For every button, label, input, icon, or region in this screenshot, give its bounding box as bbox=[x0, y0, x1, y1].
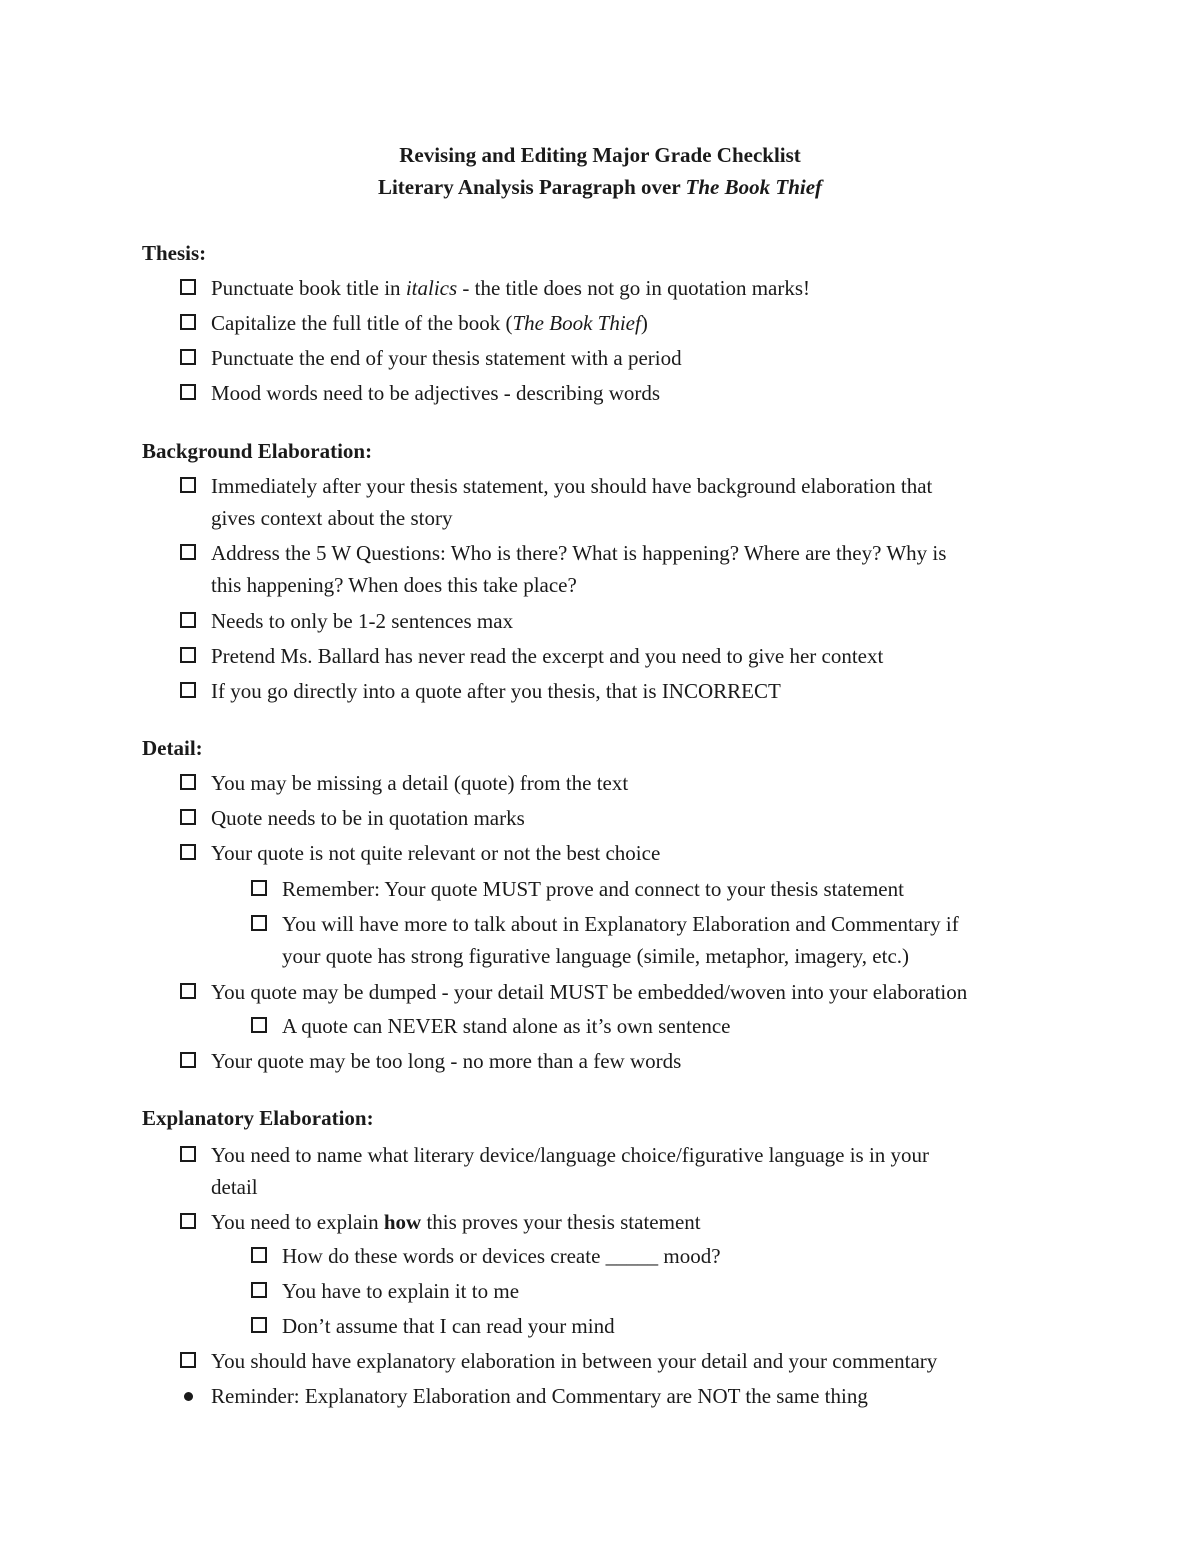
bullet-icon bbox=[184, 1392, 193, 1401]
checkbox-icon[interactable] bbox=[180, 314, 196, 330]
document-title bbox=[0, 142, 1200, 168]
subtitle-book-title: The Book Thief bbox=[685, 175, 823, 199]
subtitle-prefix: Literary Analysis Paragraph over bbox=[377, 175, 686, 199]
checkbox-icon[interactable] bbox=[251, 1017, 267, 1033]
checkbox-icon[interactable] bbox=[180, 279, 196, 295]
checkbox-icon[interactable] bbox=[180, 384, 196, 400]
checkbox-icon[interactable] bbox=[251, 1247, 267, 1263]
checkbox-icon[interactable] bbox=[251, 915, 267, 931]
checkbox-icon[interactable] bbox=[180, 1352, 196, 1368]
checkbox-icon[interactable] bbox=[180, 477, 196, 493]
checkbox-icon[interactable] bbox=[180, 774, 196, 790]
checkbox-icon[interactable] bbox=[180, 682, 196, 698]
checkbox-icon[interactable] bbox=[180, 1052, 196, 1068]
checkbox-icon[interactable] bbox=[180, 612, 196, 628]
section-heading-detail: Detail: bbox=[142, 736, 203, 760]
checkbox-icon[interactable] bbox=[180, 1146, 196, 1162]
checkbox-icon[interactable] bbox=[251, 880, 267, 896]
checkbox-icon[interactable] bbox=[180, 1213, 196, 1229]
checkbox-icon[interactable] bbox=[180, 983, 196, 999]
checkbox-icon[interactable] bbox=[180, 349, 196, 365]
checkbox-icon[interactable] bbox=[180, 544, 196, 560]
checkbox-icon[interactable] bbox=[180, 844, 196, 860]
checkbox-icon[interactable] bbox=[251, 1282, 267, 1298]
document-page: Revising and Editing Major Grade Checklist Literary Analysis Paragraph over The Book Thief Thesis: Punctuate book title in italics - the title does not go in quotation marks! Capitalize the full title of the book (The Book Thief) Punctuate the end of your thesis statement with a period Mood words need to be adjectives - describing words Background Elaboration: Immediately after your thesis statement, you should have background elaboration that gives context about the story Address the 5 W Questions: Who is there? What is happening? Where are they? Why is this happening? When does this take place? Needs to only be 1-2 sentences max Pretend Ms. Ballard has never read the excerpt and you need to give her context If you go directly into a quote after you thesis, that is INCORRECT Detail: You may be missing a detail (quote) from the text Quote needs to be in quotation marks Your quote is not quite relevant or not the best choice Remember: Your quote MUST prove and connect to your thesis statement You will have more to talk about in Explanatory Elaboration and Commentary if your quote has strong figurative language (simile, metaphor, imagery, etc.) You quote may be dumped - your detail MUST be embedded/woven into your elaboration A quote can NEVER stand alone as it’s own sentence Your quote may be too long - no more than a few words Explanatory Elaboration: You need to name what literary device/language choice/figurative language is in your detail You need to explain how this proves your thesis statement How do these words or devices create _____ mood? You have to explain it to me Don’t assume that I can read your mind You should have explanatory elaboration in between your detail and your commentary Reminder: Explanatory Elaboration and Commentary are NOT the same thing bbox=[0, 0, 1200, 1553]
document-subtitle bbox=[0, 174, 1200, 200]
section-heading-thesis: Thesis: bbox=[142, 241, 207, 265]
section-heading-explanatory: Explanatory Elaboration: bbox=[142, 1106, 374, 1130]
checkbox-icon[interactable] bbox=[180, 809, 196, 825]
checkbox-icon[interactable] bbox=[180, 647, 196, 663]
title-line-1: Revising and Editing Major Grade Checklist bbox=[399, 143, 801, 167]
checkbox-icon[interactable] bbox=[251, 1317, 267, 1333]
section-heading-background: Background Elaboration: bbox=[142, 439, 373, 463]
